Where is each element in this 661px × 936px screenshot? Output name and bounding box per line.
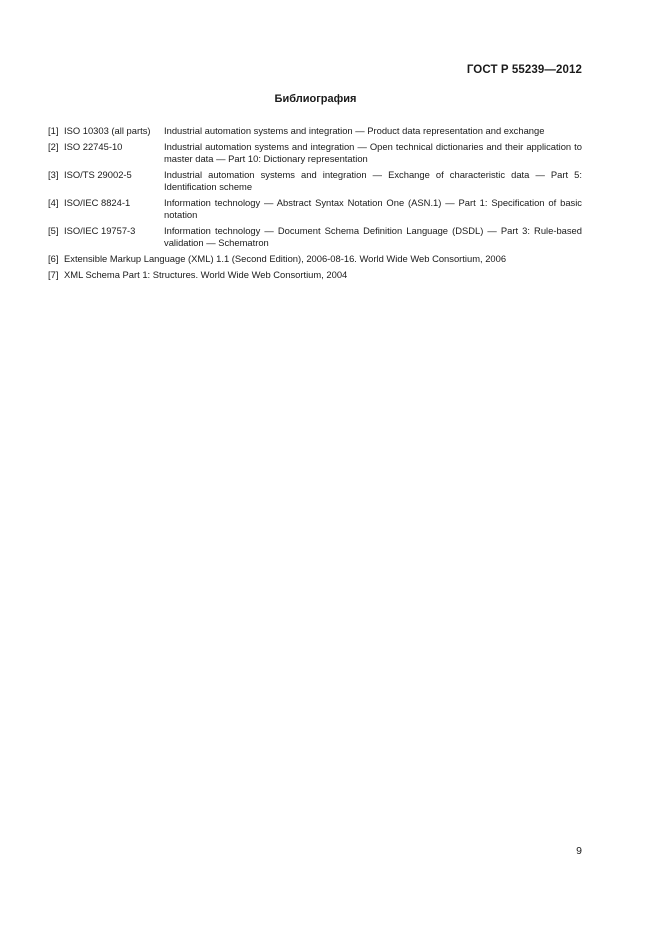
entry-title: Industrial automation systems and integration — Open technical dictionaries and their application to master data — Part 10: Dictionary representation [164, 141, 582, 164]
entry-number: [7] [48, 269, 59, 280]
entry-code: ISO/IEC 19757-3 [64, 225, 136, 236]
entry-number: [5] [48, 225, 59, 236]
entry-code: ISO/TS 29002-5 [64, 169, 132, 180]
entry-title: Information technology — Document Schema Definition Language (DSDL) — Part 3: Rule-based validation — Schematron [164, 225, 582, 248]
bibliography-list [48, 125, 582, 285]
entry-title: Extensible Markup Language (XML) 1.1 (Second Edition), 2006-08-16. World Wide Web Consortium, 2006 [64, 253, 507, 264]
bibliography-entry [48, 125, 582, 137]
entry-number: [4] [48, 197, 59, 208]
bibliography-entry [48, 225, 582, 249]
entry-title: Information technology — Abstract Syntax Notation One (ASN.1) — Part 1: Specification of basic notation [164, 197, 582, 220]
entry-code: ISO 22745-10 [64, 141, 123, 152]
entry-title: XML Schema Part 1: Structures. World Wide Web Consortium, 2004 [64, 269, 348, 280]
entry-code: ISO/IEC 8824-1 [64, 197, 131, 208]
entry-number: [2] [48, 141, 59, 152]
entry-title: Industrial automation systems and integration — Product data representation and exchange [164, 125, 545, 136]
entry-number: [3] [48, 169, 59, 180]
bibliography-entry [48, 169, 582, 193]
entry-code: ISO 10303 (all parts) [64, 125, 151, 136]
entry-title: Industrial automation systems and integration — Exchange of characteristic data — Part 5: Identification scheme [164, 169, 582, 192]
bibliography-entry [48, 197, 582, 221]
entry-number: [6] [48, 253, 59, 264]
section-title: Библиография [274, 93, 357, 105]
document-code: ГОСТ Р 55239—2012 [466, 64, 582, 76]
page-number: 9 [576, 845, 582, 857]
entry-number: [1] [48, 125, 59, 136]
bibliography-entry [48, 269, 582, 281]
bibliography-entry [48, 141, 582, 165]
bibliography-entry [48, 253, 582, 265]
